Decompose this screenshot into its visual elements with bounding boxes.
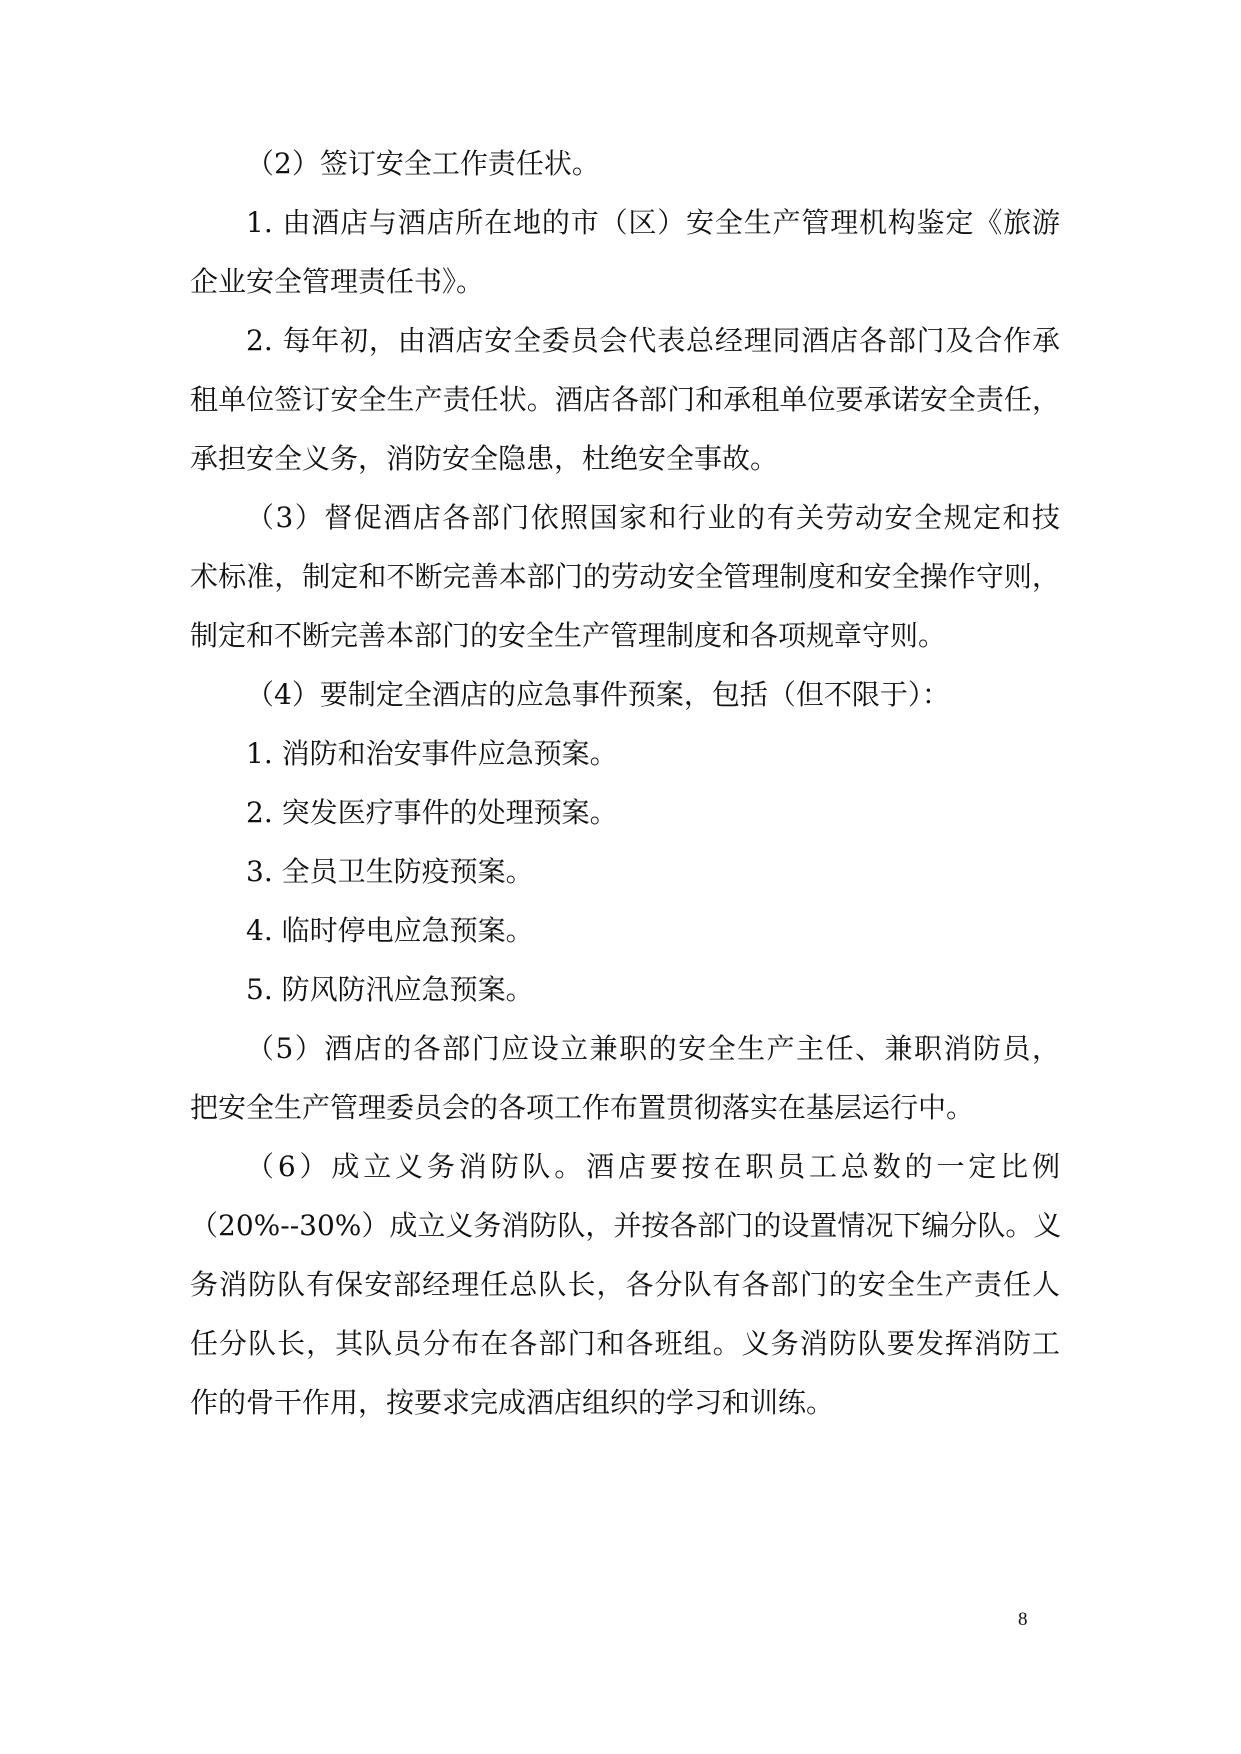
section-3-line-2: 术标准，制定和不断完善本部门的劳动安全管理制度和安全操作守则， (190, 560, 1060, 593)
section-2-item-2-line-2: 租单位签订安全生产责任状。酒店各部门和承租单位要承诺安全责任， (190, 383, 1060, 416)
section-2-heading: （2）签订安全工作责任状。 (246, 147, 600, 180)
section-4-item-5: 5. 防风防汛应急预案。 (246, 973, 534, 1006)
section-4-item-2: 2. 突发医疗事件的处理预案。 (246, 796, 618, 829)
section-2-item-2-line-3: 承担安全义务，消防安全隐患，杜绝安全事故。 (190, 442, 779, 475)
section-5-line-2: 把安全生产管理委员会的各项工作布置贯彻落实在基层运行中。 (190, 1091, 975, 1124)
section-3-line-3: 制定和不断完善本部门的安全生产管理制度和各项规章守则。 (190, 619, 947, 652)
section-4-heading: （4）要制定全酒店的应急事件预案，包括（但不限于）： (246, 678, 950, 711)
section-3-line-1: （3）督促酒店各部门依照国家和行业的有关劳动安全规定和技 (246, 501, 1060, 534)
section-4-item-4: 4. 临时停电应急预案。 (246, 914, 534, 947)
section-2-item-1-line-1: 1. 由酒店与酒店所在地的市（区）安全生产管理机构鉴定《旅游 (246, 206, 1060, 239)
section-4-item-1: 1. 消防和治安事件应急预案。 (246, 737, 618, 770)
section-6-line-4: 任分队长，其队员分布在各部门和各班组。义务消防队要发挥消防工 (190, 1327, 1060, 1360)
section-4-item-3: 3. 全员卫生防疫预案。 (246, 855, 534, 888)
section-2-item-1-line-2: 企业安全管理责任书》。 (190, 265, 485, 298)
page-number: 8 (1018, 1609, 1028, 1630)
section-6-line-3: 务消防队有保安部经理任总队长，各分队有各部门的安全生产责任人 (190, 1268, 1060, 1301)
section-5-line-1: （5）酒店的各部门应设立兼职的安全生产主任、兼职消防员， (246, 1032, 1060, 1065)
section-6-line-1: （6）成立义务消防队。酒店要按在职员工总数的一定比例 (246, 1150, 1060, 1183)
section-2-item-2-line-1: 2. 每年初，由酒店安全委员会代表总经理同酒店各部门及合作承 (246, 324, 1060, 357)
section-6-line-2: （20%--30%）成立义务消防队，并按各部门的设置情况下编分队。义 (190, 1209, 1062, 1242)
section-6-line-5: 作的骨干作用，按要求完成酒店组织的学习和训练。 (190, 1386, 835, 1419)
